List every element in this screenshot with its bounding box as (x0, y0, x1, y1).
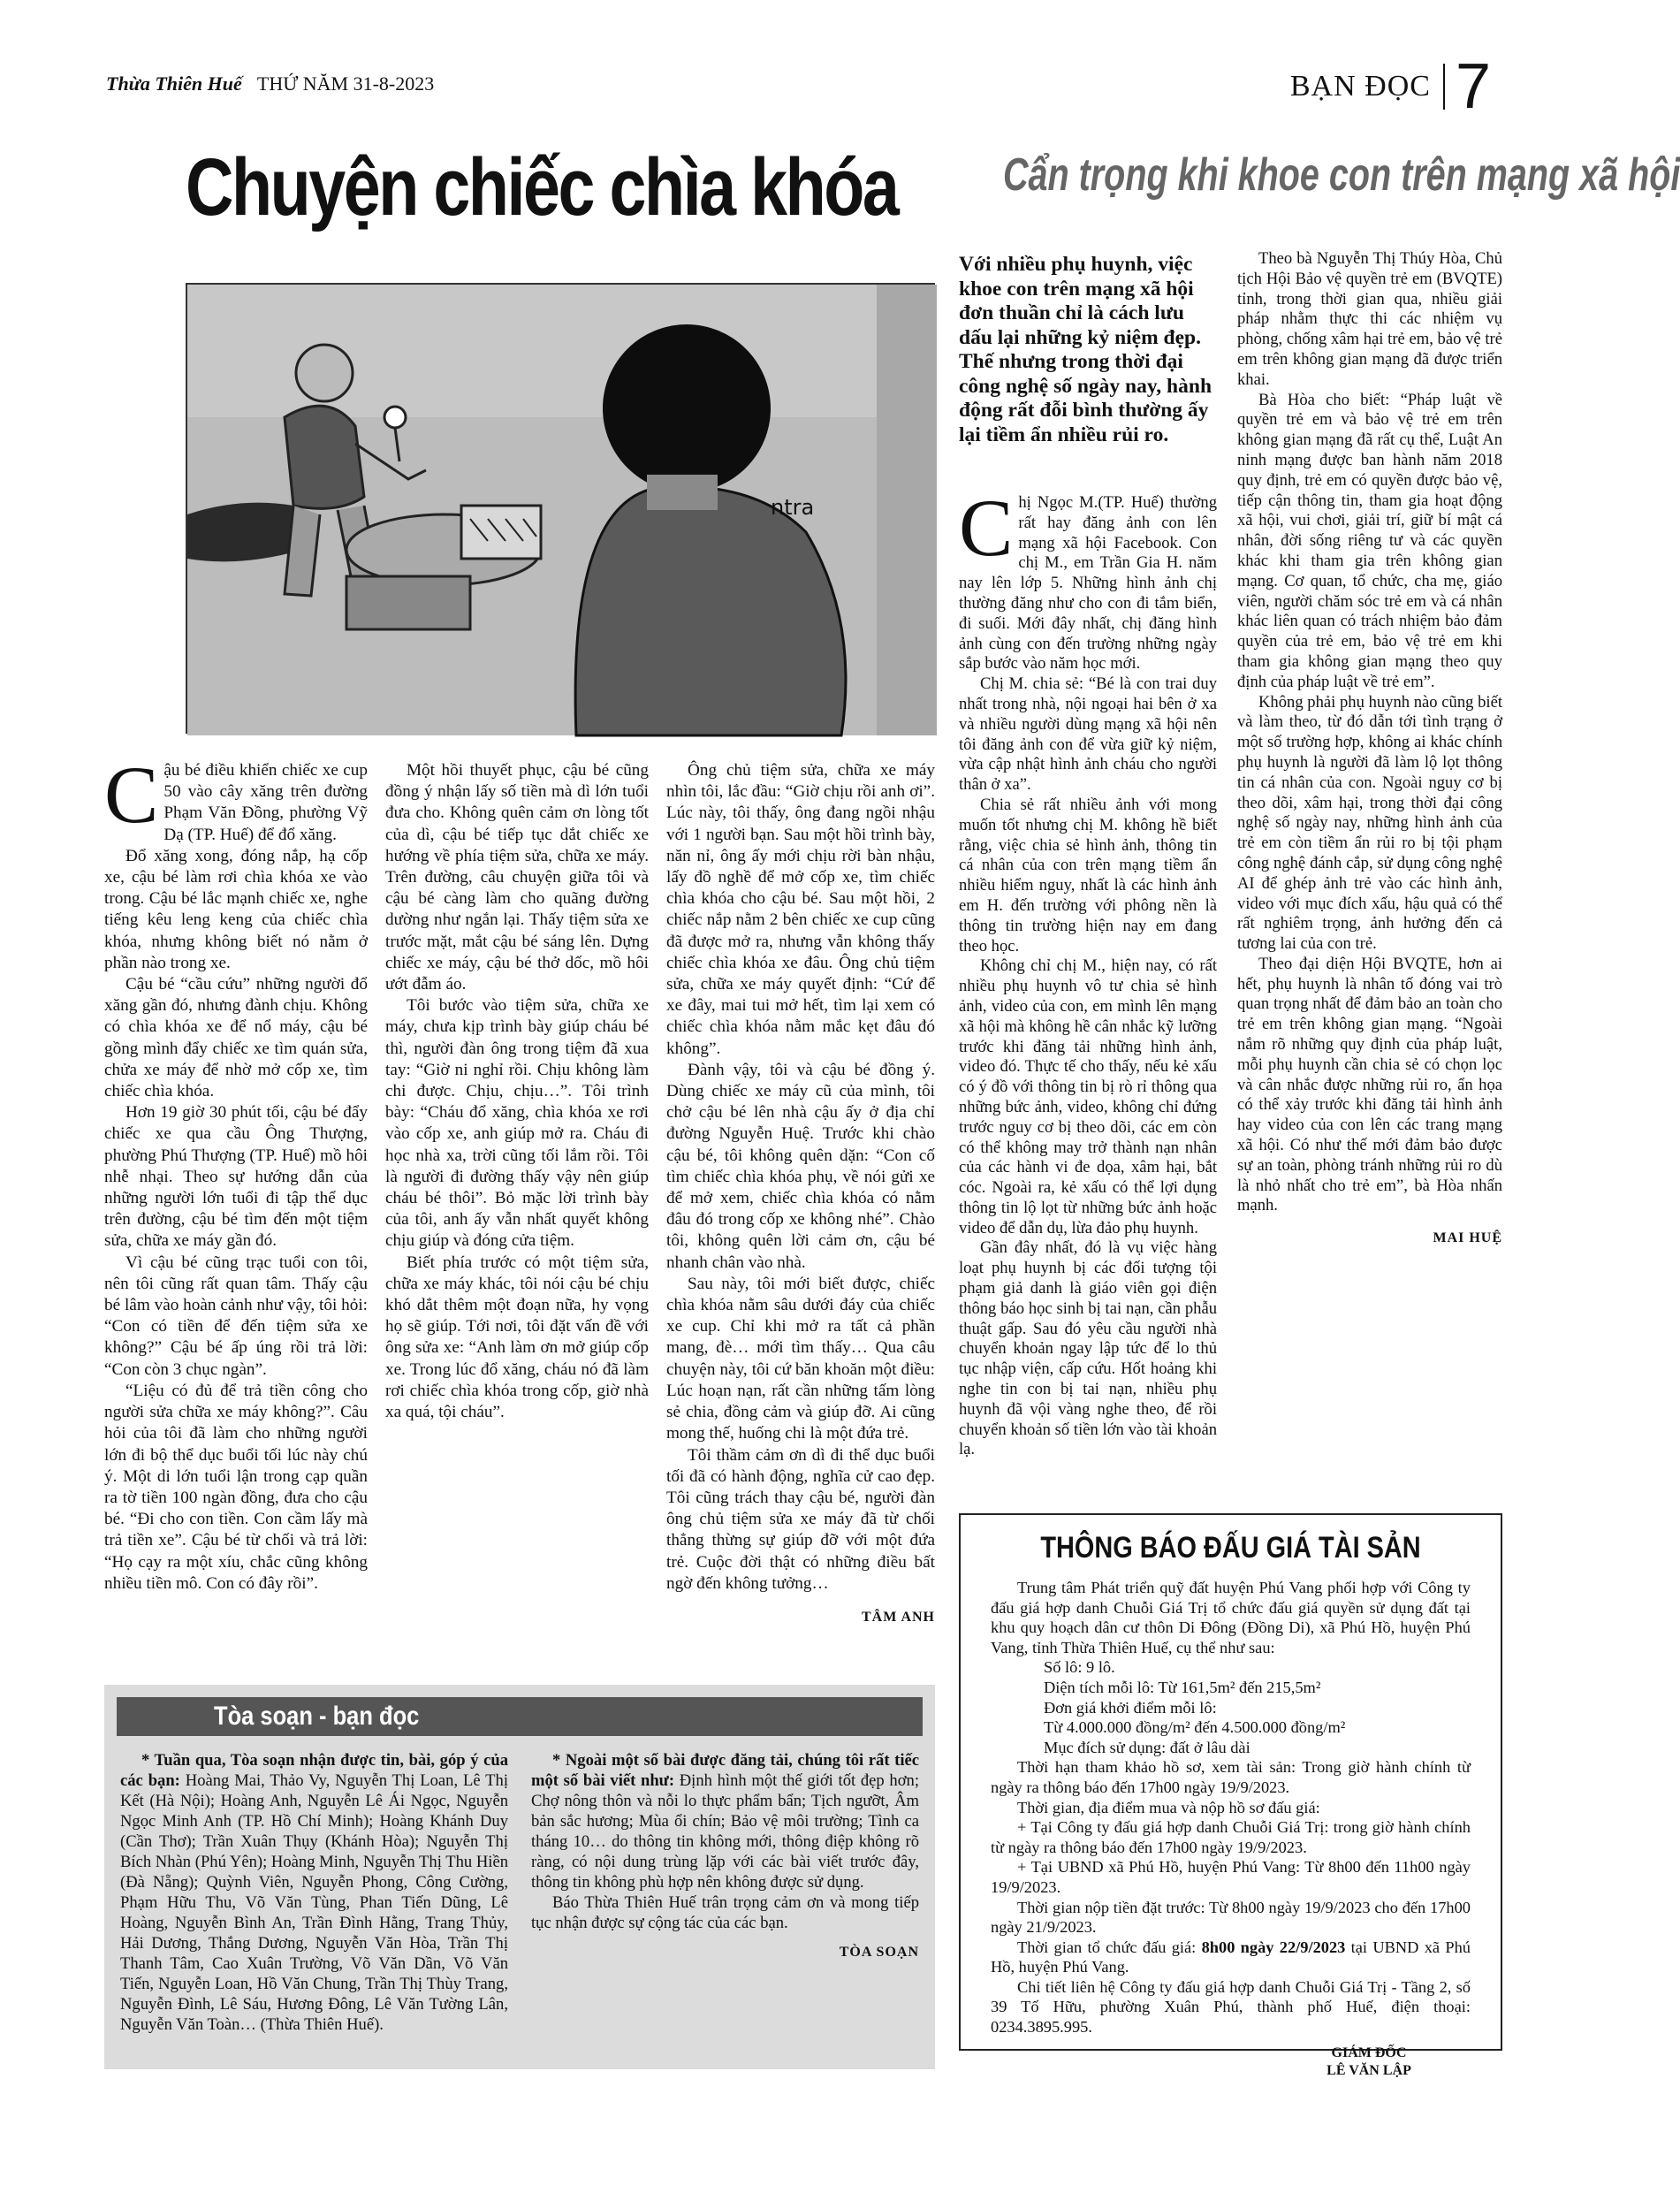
paper-name: Thừa Thiên Huế (106, 72, 242, 95)
story1-paragraph: Vì cậu bé cũng trạc tuổi con tôi, nên tôi cũng rất quan tâm. Thấy cậu bé lâm vào hoàn cảnh như vậy, tôi hỏi: “Con có tiền để đến tiệm sửa xe không?” Cậu bé ấp úng rồi trả lời: “Con còn 3 chục ngàn”. (104, 1253, 368, 1379)
mailbox-text-1: Hoàng Mai, Thảo Vy, Nguyễn Thị Loan, Lê Thị Kết (Hà Nội); Hoàng Anh, Nguyễn Lê Ái Ngọc, Nguyễn Ngọc Minh Anh (TP. Hồ Chí Minh); Hoàng Khánh Duy (Cần Thơ); Trần Xuân Thụy (Khánh Hòa); Nguyễn Thị Bích Nhàn (Phú Yên); Hoàng Minh, Nguyễn Thị Thu Hiền (Đà Nẵng); Quỳnh Viên, Nguyễn Phong, Công Cường, Phạm Hữu Thu, Võ Văn Tùng, Phan Tiến Dũng, Lê Hoàng, Nguyễn Bình An, Trần Đình Hằng, Trang Thủy, Hải Dương, Thắng Dương, Nguyễn Văn Hòa, Trần Thị Thanh Tâm, Cao Xuân Trường, Võ Văn Dần, Võ Văn Tiến, Nguyễn Loan, Hồ Văn Chung, Trần Thị Thùy Trang, Nguyễn Đình, Lê Sáu, Hương Đông, Lê Văn Tường Lân, Nguyễn Văn Toàn… (Thừa Thiên Huế). (120, 1771, 508, 2034)
notice-line: Thời gian, địa điểm mua và nộp hồ sơ đấu giá: (1017, 1798, 1320, 1816)
story2-paragraph: Không phải phụ huynh nào cũng biết và làm theo, từ đó dẫn tới tình trạng ở một số trường hợp, không ai khác chính phụ huynh là người đã làm lộ lọt thông tin cá nhân của con. Ngoài nguy cơ bị theo dõi, xâm hại, trong thời đại công nghệ số ngày nay, những hình ảnh của trẻ em còn tiềm ẩn rủi ro bị tội phạm công nghệ đánh cắp, sử dụng công nghệ AI để ghép ảnh trẻ vào các hình ảnh, video với mục đích xấu, hậu quả có thể rất nghiêm trọng, ảnh hưởng đến cả tương lai của con trẻ. (1237, 692, 1502, 954)
mailbox-lead-1: * Tuần qua, Tòa soạn nhận được tin, bài, góp ý của các bạn: (120, 1751, 508, 1790)
story2-paragraph: hị Ngọc M.(TP. Huế) thường rất hay đăng ảnh con lên mạng xã hội Facebook. Con chị M., em Trần Gia H. năm nay lên lớp 5. Những hình ảnh chị thường đăng như cho con đi tắm biển, đi suối. Mới đây nhất, chị đăng hình ảnh cùng con đến trường những ngày sắp bước vào năm học mới. (959, 493, 1217, 674)
mailbox-sign: TÒA SOẠN (839, 1945, 919, 1960)
story1-column-2 (385, 760, 649, 1423)
notice-line: Trung tâm Phát triển quỹ đất huyện Phú Vang phối hợp với Công ty đấu giá hợp danh Chuỗi Giá Trị tổ chức đấu giá quyền sử dụng đất tại khu quy hoạch dân cư thôn Di Đông (Đồng Di), xã Phú Hồ, huyện Phú Vang, tỉnh Thừa Thiên Huế, cụ thể như sau: (991, 1579, 1471, 1656)
signer-name: LÊ VĂN LẬP (1327, 2062, 1411, 2078)
story1-column-3 (666, 760, 935, 1628)
page-header-right (1289, 51, 1491, 122)
story1-paragraph: “Liệu có đủ để trả tiền công cho người sửa chữa xe máy không?”. Câu hỏi của tôi đã làm cho những người lớn đi bộ thể dục buổi tối lúc này chú ý. Một di lớn tuổi lận trong cạp quần ra tờ tiền 100 ngàn đồng, đưa cho cậu bé. “Đi cho con tiền. Con cầm lấy mà trả tiền xe”. Cậu bé từ chối và trả lời: “Họ cạy ra một xíu, chắc cũng không nhiều tiền mô. Con có đây rồi”. (104, 1381, 368, 1593)
story1-paragraph: Ông chủ tiệm sửa, chữa xe máy nhìn tôi, lắc đầu: “Giờ chịu rồi anh ơi”. Lúc này, tôi thấy, ông đang ngồi nhậu với 1 người bạn. Sau một hồi trình bày, năn nỉ, ông ấy mới chịu rời bàn nhậu, lấy đồ nghề để mở cốp xe, tìm chiếc chìa khóa cho cậu bé. Sau một hồi, 2 chiếc nắp nằm 2 bên chiếc xe cup cũng đã được mở ra, nhưng vẫn không thấy chiếc chìa khóa xe đâu. Ông chủ tiệm sửa, chữa xe máy quyết định: “Cứ để xe đây, mai tui mở hết, tìm lại xem có chiếc chìa khóa nằm mắc kẹt đâu đó không”. (666, 761, 935, 1058)
notice-line: Mục đích sử dụng: đất ở lâu dài (1044, 1738, 1250, 1756)
auction-place: tại UBND xã Phú Hồ, huyện Phú Vang. (991, 1938, 1471, 1976)
story1-illustration (186, 283, 935, 734)
story2-sapo: Với nhiều phụ huynh, việc khoe con trên mạng xã hội đơn thuần chỉ là cách lưu dấu lại những kỷ niệm đẹp. Thế nhưng trong thời đại công nghệ số ngày nay, hành động rất đỗi bình thường ấy lại tiềm ẩn nhiều rủi ro. (959, 253, 1212, 446)
story1-paragraph: Tôi bước vào tiệm sửa, chữa xe máy, chưa kịp trình bày giúp cháu bé thì, người đàn ông trong tiệm đã xua tay: “Giờ ni nghỉ rồi. Chịu không làm chi được. Chịu, chịu…”. Tôi trình bày: “Cháu đổ xăng, chìa khóa xe rơi vào cốp xe, anh giúp mở ra. Cháu đi học nhà xa, trời cũng tối lắm rồi. Tôi là người đi đường thấy vậy nên giúp cháu bé thôi”. Bỏ mặc lời trình bày của tôi, anh ấy vẫn nhất quyết không chịu giúp và đóng cửa tiệm. (385, 996, 649, 1251)
mailbox-thanks: Báo Thừa Thiên Huế trân trọng cảm ơn và mong tiếp tục nhận được sự cộng tác của các bạn. (531, 1893, 919, 1932)
story1-paragraph: Hơn 19 giờ 30 phút tối, cậu bé đẩy chiếc xe qua cầu Ông Thượng, phường Phú Thượng (TP. Huế) mồ hôi nhễ nhại. Theo sự hướng dẫn của những người lớn tuổi đi tập thể dục trên đường, cậu bé tìm đến một tiệm sửa, chữa xe máy gần đó. (104, 1103, 368, 1251)
issue-date: THỨ NĂM 31-8-2023 (256, 72, 435, 95)
mailbox-title: Tòa soạn - bạn đọc (214, 1702, 420, 1731)
notice-line: + Tại Công ty đấu giá hợp danh Chuỗi Giá Trị: trong giờ hành chính từ ngày ra thông báo đến 17h00 ngày 19/9/2023. (991, 1818, 1471, 1856)
story1-paragraph: ậu bé điều khiển chiếc xe cup 50 vào cây xăng trên đường Phạm Văn Đồng, phường Vỹ Dạ (TP. Huế) để đổ xăng. (163, 761, 368, 844)
story2-column-2 (1237, 249, 1502, 1249)
story1-paragraph: Đành vậy, tôi và cậu bé đồng ý. Dùng chiếc xe máy cũ của mình, tôi chở cậu bé lên nhà cậu ấy ở địa chỉ đường Nguyễn Huệ. Trước khi chào cậu bé, tôi không quên dặn: “Con cố tìm chiếc chìa khóa phụ, về nói gửi xe để mở xem, chiếc chìa khóa có nằm đâu đó trong cốp xe không nhé”. Chào tôi, không quên lời cảm ơn, cậu bé nhanh chân vào nhà. (666, 1060, 935, 1272)
story1-paragraph: Sau này, tôi mới biết được, chiếc chìa khóa nằm sâu dưới đáy của chiếc xe cup. Chỉ khi mở ra tất cả phần mang, đè… mới tìm thấy… Qua câu chuyện này, tôi cứ băn khoăn một điều: Lúc hoạn nạn, rất cần những tấm lòng sẻ chia, đồng cảm và giúp đỡ. Ai cũng mong thế, huống chi là một đứa trẻ. (666, 1274, 935, 1443)
story2-paragraph: Gần đây nhất, đó là vụ việc hàng loạt phụ huynh bị các đối tượng tội phạm giả danh là giáo viên gọi điện thông báo học sinh bị tai nạn, cần phẫu thuật gấp. Sau đó yêu cầu người nhà chuyển khoản ngay lập tức để lo thủ tục nhập viện, cấp cứu. Hốt hoảng khi nghe tin con bị tai nạn, nhiều phụ huynh đã vội vàng nghe theo, để rồi chuyển khoản số tiền lớn vào tài khoản lạ. (959, 1238, 1217, 1459)
story1-title: Chuyện chiếc chìa khóa (186, 142, 898, 232)
story2-paragraph: Chia sẻ rất nhiều ảnh với mong muốn tốt nhưng chị M. không hề biết rằng, việc chia sẻ hình ảnh, thông tin cá nhân của con trên mạng tiềm ẩn nhiều hiểm nguy, nhất là các hình ảnh em H. đến trường với phông nền là thông tin trường hiện nay em đang theo học. (959, 795, 1217, 956)
story2-column-1 (959, 483, 1217, 1460)
notice-line: Chi tiết liên hệ Công ty đấu giá hợp danh Chuỗi Giá Trị - Tầng 2, số 39 Tố Hữu, phường Xuân Phú, thành phố Huế, điện thoại: 0234.3895.995. (991, 1977, 1471, 2037)
auction-notice (959, 1513, 1502, 2078)
auction-time: 8h00 ngày 22/9/2023 (1201, 1938, 1346, 1956)
story2-paragraph: Không chỉ chị M., hiện nay, có rất nhiều phụ huynh vô tư chia sẻ hình ảnh, video của con, em mình lên mạng xã hội mà không hề cân nhắc kỹ lưỡng trước khi đăng tải những hình ảnh, video đó. Thực tế cho thấy, nếu kẻ xấu có ý đồ với thông tin bị rò rỉ thông qua những bức ảnh, video, không chỉ đứng trước nguy cơ bị theo dõi, các em còn có thể không may trở thành nạn nhân của các hành vi đe dọa, xâm hại, bắt cóc. Ngoài ra, kẻ xấu có thể lợi dụng thông tin lộ lọt từ những bức ảnh hoặc video để dẫn dụ, lừa đảo phụ huynh. (959, 956, 1217, 1237)
story2-title: Cẩn trọng khi khoe con trên mạng xã hội (1003, 149, 1680, 201)
story2-paragraph: Theo bà Nguyễn Thị Thúy Hòa, Chủ tịch Hội Bảo vệ quyền trẻ em (BVQTE) tỉnh, trong thời gian qua, nhiều giải pháp nhằm thực thi các nhiệm vụ phòng, chống xâm hại trẻ em, bảo vệ trẻ em trên không gian mạng đã được triển khai. (1237, 249, 1502, 389)
story1-dropcap: C (104, 750, 159, 840)
story1-paragraph: Tôi thầm cảm ơn dì đi thể dục buổi tối đã có hành động, nghĩa cử cao đẹp. Tôi cũng trách thay cậu bé, người đàn ông chủ tiệm sửa xe máy đã từ chối thẳng thừng sự giúp đỡ với một đứa trẻ. Cuộc đời thật có những điều bất ngờ đến không tưởng… (666, 1445, 935, 1593)
story2-author: MAI HUỆ (1433, 1230, 1502, 1246)
story2-paragraph: Chị M. chia sẻ: “Bé là con trai duy nhất trong nhà, nội ngoại hai bên ở xa và nhiều người dùng mạng xã hội nên tôi đăng ảnh con để vừa giữ kỷ niệm, vừa cập nhật hình ảnh cháu cho người thân ở xa”. (959, 674, 1217, 795)
story2-paragraph: Theo đại diện Hội BVQTE, hơn ai hết, phụ huynh là nhân tố đóng vai trò quan trọng nhất để đảm bảo an toàn cho trẻ em trên không gian mạng. “Ngoài nắm rõ những quy định của pháp luật, mỗi phụ huynh cần chia sẻ có chọn lọc và cân nhắc được những rủi ro, ẩn họa có thể xảy trước khi đăng tải hình ảnh hay video của con lên các trang mạng xã hội. Có như thế mới đảm bảo được sự an toàn, phòng tránh những rủi ro dù là nhỏ nhất cho trẻ em”, bà Hòa nhấn mạnh. (1237, 954, 1502, 1215)
mailbox-column-2 (531, 1750, 919, 2035)
notice-line: Thời hạn tham khảo hồ sơ, xem tài sản: Trong giờ hành chính từ ngày ra thông báo đến 17h00 ngày 19/9/2023. (991, 1758, 1471, 1796)
section-name: BẠN ĐỌC (1290, 64, 1445, 110)
story1-paragraph: Một hồi thuyết phục, cậu bé cũng đồng ý nhận lấy số tiền mà dì lớn tuổi đưa cho. Không quên cảm ơn lòng tốt của dì, cậu bé tiếp tục dắt chiếc xe hướng về phía tiệm sửa, chữa xe máy. Trên đường, câu chuyện giữa tôi và cậu bé càng làm cho quãng đường dường như ngắn lại. Thấy tiệm sửa xe trước mặt, mắt cậu bé sáng lên. Dựng chiếc xe máy, cậu bé thở dốc, mồ hôi ướt đẫm áo. (385, 761, 649, 994)
illustration-signature: ntra (771, 495, 815, 520)
story2-paragraph: Bà Hòa cho biết: “Pháp luật về quyền trẻ em và bảo vệ trẻ em trên không gian mạng đã rất cụ thể, Luật An ninh mạng được ban hành năm 2018 quy định, trẻ em có quyền được bảo vệ, tiếp cận thông tin, tham gia hoạt động xã hội, vui chơi, giải trí, giữ bí mật cá nhân, đời sống riêng tư và các quyền khác khi tham gia trên không gian mạng. Cơ quan, tổ chức, cha mẹ, giáo viên, người chăm sóc trẻ em và cá nhân khác liên quan có trách nhiệm bảo đảm quyền của trẻ em, bảo vệ trẻ em khi tham gia không gian mạng theo quy định của pháp luật về trẻ em”. (1237, 390, 1502, 691)
story1-column-1 (104, 750, 368, 1595)
notice-line: Từ 4.000.000 đồng/m² đến 4.500.000 đồng/m² (1044, 1718, 1346, 1737)
notice-line: + Tại UBND xã Phú Hồ, huyện Phú Vang: Từ 8h00 đến 11h00 ngày 19/9/2023. (991, 1858, 1471, 1896)
mailbox-text-2: Định hình một thế giới tốt đẹp hơn; Chợ nông thôn và nỗi lo thực phẩm bẩn; Tịch ngưỡt, Âm bản sắc hương; Mùa ổi chín; Bảo vệ môi trường; Tình ca tháng 10… do thông tin không mới, thông điệp không rõ ràng, có nội dung trùng lặp với các bài viết trước đây, thông tin không phù hợp nên không được sử dụng. (531, 1771, 919, 1892)
notice-line: Thời gian nộp tiền đặt trước: Từ 8h00 ngày 19/9/2023 cho đến 17h00 ngày 21/9/2023. (991, 1898, 1471, 1937)
story1-paragraph: Đổ xăng xong, đóng nắp, hạ cốp xe, cậu bé làm rơi chìa khóa xe vào trong. Cậu bé lắc mạnh chiếc xe, nghe tiếng kêu leng keng của chiếc chìa khóa, nhưng không biết nó nằm ở phần nào trong xe. (104, 846, 368, 972)
mailbox-lead-2: * Ngoài một số bài được đăng tải, chúng tôi rất tiếc một số bài viết như: (531, 1751, 919, 1790)
auction-time-label: Thời gian tổ chức đấu giá: (1017, 1938, 1202, 1956)
signer-title: GIÁM ĐỐC (1331, 2045, 1407, 2060)
mailbox-band (117, 1697, 923, 1736)
notice-title: THÔNG BÁO ĐẤU GIÁ TÀI SẢN (1040, 1531, 1421, 1565)
story1-author: TÂM ANH (862, 1609, 935, 1625)
notice-auction-time (991, 1938, 1471, 1977)
notice-line: Số lô: 9 lô. (1044, 1658, 1115, 1677)
notice-signature (991, 2045, 1471, 2080)
story1-paragraph: Cậu bé “cầu cứu” những người đổ xăng gần đó, nhưng đành chịu. Không có chìa khóa xe để nổ máy, cậu bé gồng mình đẩy chiếc xe tìm quán sửa, chửa xe máy để nhờ mở cốp xe, tìm chiếc chìa khóa. (104, 975, 368, 1101)
illustration-drawing (187, 285, 937, 735)
mailbox-column-1 (120, 1750, 508, 2035)
notice-line: Đơn giá khởi điểm mỗi lô: (1044, 1698, 1217, 1717)
mailbox-box (104, 1685, 935, 2069)
notice-line: Diện tích mỗi lô: Từ 161,5m² đến 215,5m² (1044, 1678, 1321, 1696)
story2-dropcap: C (959, 483, 1014, 573)
story1-paragraph: Biết phía trước có một tiệm sửa, chữa xe máy khác, tôi nói cậu bé chịu khó dắt thêm một đoạn nữa, hy vọng họ sẽ giúp. Tới nơi, tôi đặt vấn đề với ông sửa xe: “Anh làm ơn mở giúp cốp xe. Trong lúc đổ xăng, cháu nó đã làm rơi chiếc chìa khóa trong cốp, giờ nhà xa quá, tội cháu”. (385, 1253, 649, 1422)
page-header-left (106, 72, 434, 95)
page-number: 7 (1455, 51, 1491, 122)
